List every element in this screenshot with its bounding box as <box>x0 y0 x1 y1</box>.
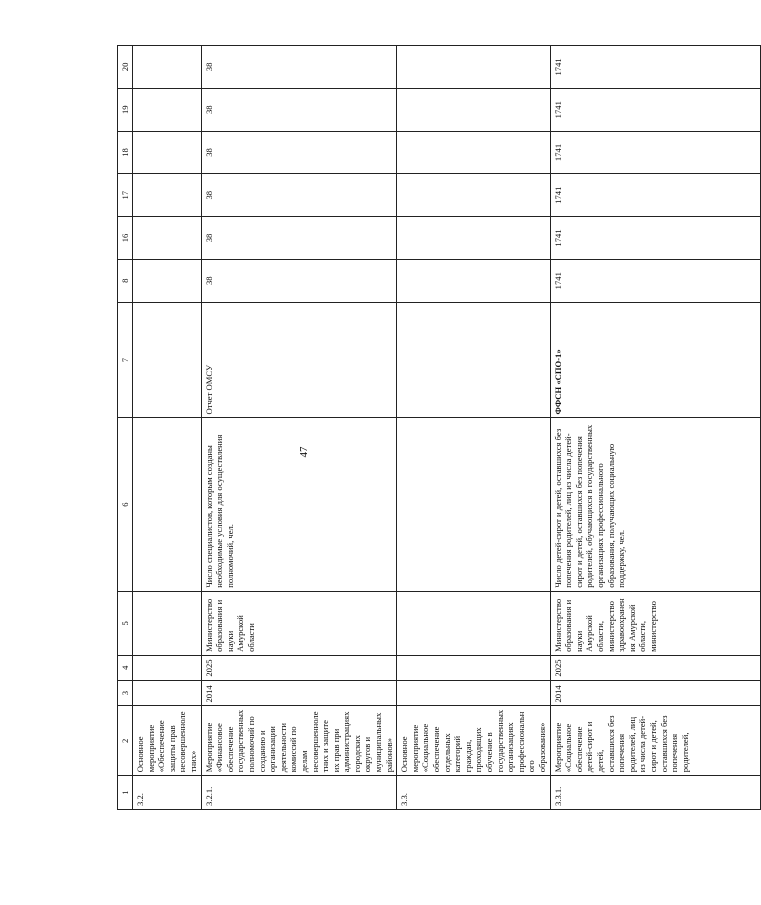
row-id: 3.2.1. <box>201 776 397 810</box>
header-cell: 17 <box>118 174 133 217</box>
header-cell: 20 <box>118 46 133 89</box>
row-end-year <box>397 655 550 680</box>
row-value-19 <box>133 88 202 131</box>
row-source: ФФСН «СПО-1» <box>550 302 760 418</box>
row-value-19 <box>397 88 550 131</box>
rotated-table-frame <box>117 45 690 810</box>
header-cell: 16 <box>118 217 133 260</box>
row-end-year <box>133 655 202 680</box>
row-indicator <box>133 418 202 591</box>
row-name: Мероприятие «Социальное обеспечение детей-сирот и детей, оставшихся без попечения родителей, лиц из числа детей-сирот и детей, оставшихся без попечения родителей, <box>550 706 760 776</box>
header-cell: 4 <box>118 655 133 680</box>
table-row <box>397 46 550 810</box>
row-value-8: 38 <box>201 259 397 302</box>
row-value-18: 38 <box>201 131 397 174</box>
row-end-year: 2025 <box>550 655 760 680</box>
header-cell: 5 <box>118 591 133 655</box>
row-source: Отчет ОМСУ <box>201 302 397 418</box>
row-executor <box>133 591 202 655</box>
row-start-year <box>397 680 550 706</box>
row-name: Основное мероприятие «Обеспечение защиты прав несовершеннолетних» <box>133 706 202 776</box>
row-value-20 <box>397 46 550 89</box>
row-id: 3.2. <box>133 776 202 810</box>
row-executor <box>397 591 550 655</box>
row-id: 3.3. <box>397 776 550 810</box>
page-number: 47 <box>298 446 310 458</box>
row-value-19: 1741 <box>550 88 760 131</box>
table-row <box>201 46 397 810</box>
table-row <box>550 46 760 810</box>
row-value-17: 38 <box>201 174 397 217</box>
row-value-8 <box>397 259 550 302</box>
row-executor: Министерство образования и науки Амурской области <box>201 591 397 655</box>
row-value-18: 1741 <box>550 131 760 174</box>
row-value-17 <box>397 174 550 217</box>
header-cell: 19 <box>118 88 133 131</box>
row-id: 3.3.1. <box>550 776 760 810</box>
row-value-20: 1741 <box>550 46 760 89</box>
row-value-18 <box>133 131 202 174</box>
row-executor: Министерство образования и науки Амурской области, министерство здравоохранения Амурской области, министерство <box>550 591 760 655</box>
header-cell: 3 <box>118 680 133 706</box>
row-value-17 <box>133 174 202 217</box>
row-value-17: 1741 <box>550 174 760 217</box>
table-header-row <box>118 46 133 810</box>
header-cell: 1 <box>118 776 133 810</box>
row-indicator: Число специалистов, которым созданы необходимые условия для осуществления полномочий, чел. <box>201 418 397 591</box>
row-start-year: 2014 <box>201 680 397 706</box>
row-value-16: 1741 <box>550 217 760 260</box>
row-value-20 <box>133 46 202 89</box>
row-value-16 <box>397 217 550 260</box>
row-start-year: 2014 <box>550 680 760 706</box>
header-cell: 2 <box>118 706 133 776</box>
row-source <box>397 302 550 418</box>
row-source <box>133 302 202 418</box>
row-value-8 <box>133 259 202 302</box>
row-value-19: 38 <box>201 88 397 131</box>
row-value-16 <box>133 217 202 260</box>
row-value-20: 38 <box>201 46 397 89</box>
row-value-18 <box>397 131 550 174</box>
row-name: Основное мероприятие «Социальное обеспечение отдельных категорий граждан, проходящих обучение в государственных организациях профессионального образования» <box>397 706 550 776</box>
table-row <box>133 46 202 810</box>
header-cell: 18 <box>118 131 133 174</box>
row-name: Мероприятие «Финансовое обеспечение государственных полномочий по созданию и организации деятельности комиссий по делам несовершеннолетних и защите их прав при администрациях городских округов и муниципальных районов» <box>201 706 397 776</box>
row-start-year <box>133 680 202 706</box>
row-indicator: Число детей-сирот и детей, оставшихся без попечения родителей, лиц из числа детей-сирот и детей, оставшихся без попечения родителей, обучающихся в государственных организациях профессионального образования, получающих социальную поддержку, чел. <box>550 418 760 591</box>
header-cell: 8 <box>118 259 133 302</box>
header-cell: 6 <box>118 418 133 591</box>
row-indicator <box>397 418 550 591</box>
row-end-year: 2025 <box>201 655 397 680</box>
row-value-16: 38 <box>201 217 397 260</box>
program-table <box>117 45 761 810</box>
rotated-table-inner <box>117 45 690 810</box>
header-cell: 7 <box>118 302 133 418</box>
row-value-8: 1741 <box>550 259 760 302</box>
